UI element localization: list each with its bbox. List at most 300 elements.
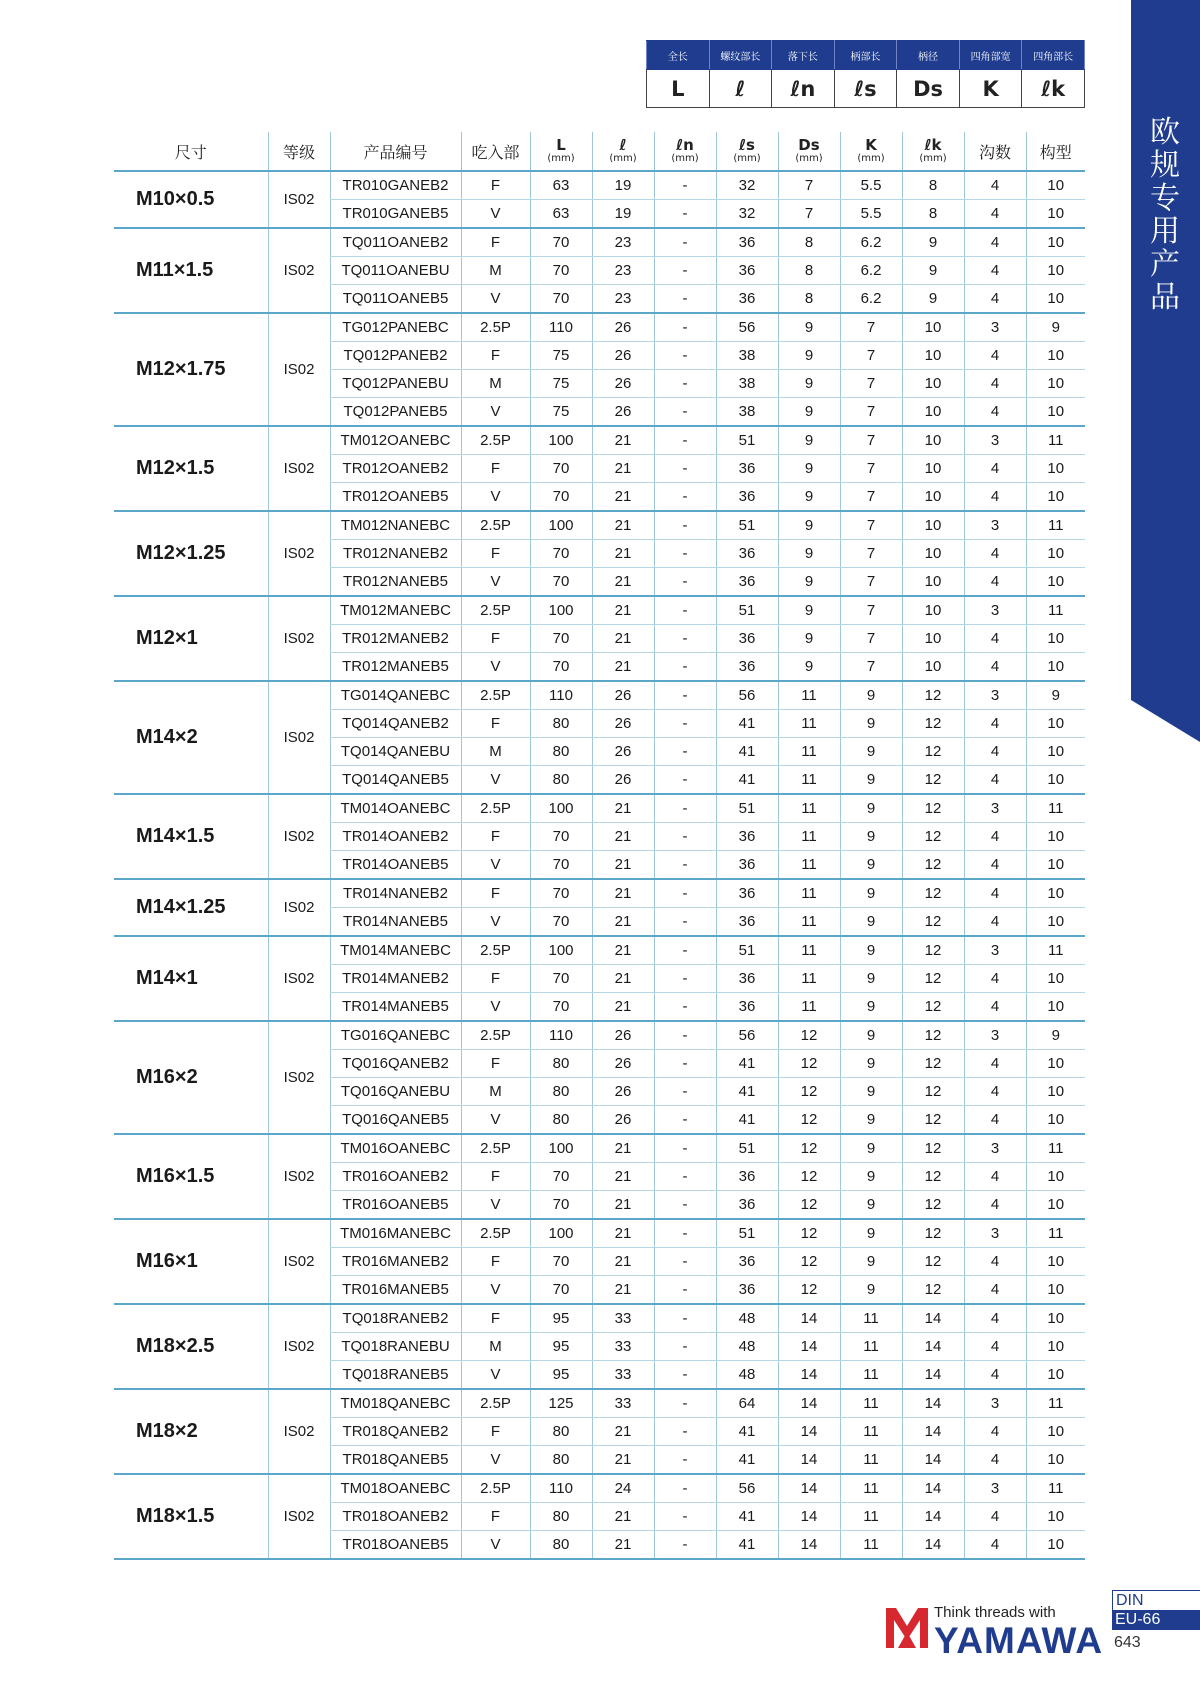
cell-chamfer: 2.5P	[461, 936, 530, 965]
cell-l: 70	[530, 1163, 592, 1191]
cell-ln: -	[654, 1191, 716, 1220]
cell-k: 9	[840, 1106, 902, 1135]
cell-l: 125	[530, 1389, 592, 1418]
table-row	[114, 228, 1085, 257]
cell-ln: -	[654, 171, 716, 200]
cell-ls: 48	[716, 1304, 778, 1333]
cell-chamfer: V	[461, 1191, 530, 1220]
cell-ln: -	[654, 285, 716, 314]
cell-k: 11	[840, 1304, 902, 1333]
cell-flutes: 3	[964, 313, 1026, 342]
cell-l: 21	[592, 1134, 654, 1163]
cell-lk: 14	[902, 1361, 964, 1390]
cell-ls: 36	[716, 455, 778, 483]
cell-k: 7	[840, 540, 902, 568]
cell-code: TM012OANEBC	[330, 426, 461, 455]
cell-ds: 12	[778, 1191, 840, 1220]
cell-flutes: 4	[964, 625, 1026, 653]
cell-ds: 9	[778, 653, 840, 682]
cell-flutes: 3	[964, 1219, 1026, 1248]
header-unit: (mm)	[671, 153, 699, 164]
cell-k: 7	[840, 568, 902, 597]
cell-code: TQ011OANEB2	[330, 228, 461, 257]
cell-ls: 56	[716, 681, 778, 710]
cell-l: 70	[530, 540, 592, 568]
cell-ln: -	[654, 1531, 716, 1560]
cell-chamfer: V	[461, 1106, 530, 1135]
cell-flutes: 3	[964, 1021, 1026, 1050]
legend-symbol: L	[647, 70, 710, 108]
cell-code: TM014MANEBC	[330, 936, 461, 965]
cell-ls: 51	[716, 426, 778, 455]
cell-l: 24	[592, 1474, 654, 1503]
cell-l: 70	[530, 653, 592, 682]
cell-k: 7	[840, 511, 902, 540]
cell-code: TR012NANEB5	[330, 568, 461, 597]
cell-type: 10	[1026, 1106, 1085, 1135]
cell-flutes: 4	[964, 1276, 1026, 1305]
header-unit: (mm)	[733, 153, 761, 164]
legend-label: 四角部宽	[959, 41, 1022, 70]
thread-size-cell: M18×2.5	[114, 1304, 268, 1389]
cell-l: 21	[592, 879, 654, 908]
cell-l: 70	[530, 1276, 592, 1305]
cell-ls: 36	[716, 625, 778, 653]
cell-ln: -	[654, 1276, 716, 1305]
cell-ds: 9	[778, 426, 840, 455]
cell-chamfer: F	[461, 823, 530, 851]
cell-ds: 11	[778, 766, 840, 795]
cell-ds: 14	[778, 1418, 840, 1446]
thread-size-cell: M12×1.25	[114, 511, 268, 596]
cell-lk: 12	[902, 1276, 964, 1305]
cell-chamfer: F	[461, 1418, 530, 1446]
cell-k: 5.5	[840, 200, 902, 229]
cell-code: TQ011OANEB5	[330, 285, 461, 314]
cell-type: 10	[1026, 1503, 1085, 1531]
cell-ds: 9	[778, 568, 840, 597]
cell-k: 9	[840, 879, 902, 908]
cell-ls: 36	[716, 879, 778, 908]
header-size: 尺寸	[114, 132, 268, 171]
header-type: 构型	[1026, 132, 1085, 171]
cell-flutes: 4	[964, 710, 1026, 738]
cell-code: TQ012PANEBU	[330, 370, 461, 398]
cell-flutes: 3	[964, 794, 1026, 823]
cell-ds: 7	[778, 200, 840, 229]
cell-ln: -	[654, 710, 716, 738]
cell-l: 95	[530, 1361, 592, 1390]
cell-lk: 10	[902, 483, 964, 512]
cell-k: 6.2	[840, 257, 902, 285]
cell-l: 80	[530, 1418, 592, 1446]
cell-ds: 12	[778, 1276, 840, 1305]
cell-ls: 51	[716, 1219, 778, 1248]
legend-label: 四角部长	[1022, 41, 1085, 70]
cell-k: 7	[840, 370, 902, 398]
thread-size-cell: M16×1.5	[114, 1134, 268, 1219]
cell-flutes: 3	[964, 596, 1026, 625]
table-row	[114, 1389, 1085, 1418]
cell-code: TM014OANEBC	[330, 794, 461, 823]
table-row	[114, 596, 1085, 625]
cell-ls: 36	[716, 1191, 778, 1220]
cell-code: TR010GANEB5	[330, 200, 461, 229]
cell-type: 10	[1026, 1191, 1085, 1220]
table-body	[114, 171, 1085, 1559]
cell-type: 10	[1026, 1276, 1085, 1305]
cell-l: 33	[592, 1333, 654, 1361]
cell-l: 70	[530, 455, 592, 483]
cell-ds: 12	[778, 1106, 840, 1135]
cell-ln: -	[654, 1304, 716, 1333]
cell-l: 70	[530, 879, 592, 908]
cell-code: TR012OANEB5	[330, 483, 461, 512]
cell-l: 21	[592, 1446, 654, 1475]
cell-type: 10	[1026, 171, 1085, 200]
cell-l: 21	[592, 908, 654, 937]
cell-l: 70	[530, 625, 592, 653]
cell-k: 9	[840, 851, 902, 880]
cell-ln: -	[654, 1361, 716, 1390]
header-unit: (mm)	[547, 153, 575, 164]
cell-type: 10	[1026, 1304, 1085, 1333]
cell-chamfer: M	[461, 370, 530, 398]
legend-label: 柄径	[897, 41, 960, 70]
table-row	[114, 936, 1085, 965]
cell-l: 100	[530, 596, 592, 625]
table-row	[114, 313, 1085, 342]
cell-ls: 51	[716, 596, 778, 625]
cell-ls: 36	[716, 993, 778, 1022]
cell-lk: 12	[902, 766, 964, 795]
cell-chamfer: 2.5P	[461, 313, 530, 342]
cell-l: 70	[530, 1248, 592, 1276]
cell-ln: -	[654, 228, 716, 257]
cell-k: 6.2	[840, 285, 902, 314]
cell-ls: 51	[716, 1134, 778, 1163]
cell-flutes: 4	[964, 200, 1026, 229]
table-row	[114, 426, 1085, 455]
cell-flutes: 4	[964, 1248, 1026, 1276]
cell-ls: 41	[716, 1531, 778, 1560]
grade-cell: IS02	[268, 1304, 330, 1389]
cell-l: 26	[592, 1050, 654, 1078]
cell-chamfer: 2.5P	[461, 794, 530, 823]
cell-chamfer: V	[461, 1361, 530, 1390]
cell-ls: 41	[716, 1418, 778, 1446]
cell-l: 80	[530, 766, 592, 795]
cell-lk: 12	[902, 738, 964, 766]
cell-ds: 14	[778, 1503, 840, 1531]
grade-cell: IS02	[268, 936, 330, 1021]
cell-lk: 8	[902, 200, 964, 229]
grade-cell: IS02	[268, 1474, 330, 1559]
cell-l: 33	[592, 1389, 654, 1418]
cell-flutes: 4	[964, 993, 1026, 1022]
table-row	[114, 1021, 1085, 1050]
cell-ds: 12	[778, 1050, 840, 1078]
cell-flutes: 4	[964, 1050, 1026, 1078]
cell-lk: 10	[902, 596, 964, 625]
cell-ls: 38	[716, 370, 778, 398]
cell-k: 7	[840, 625, 902, 653]
cell-chamfer: V	[461, 483, 530, 512]
cell-ls: 51	[716, 936, 778, 965]
cell-l: 75	[530, 370, 592, 398]
cell-k: 7	[840, 398, 902, 427]
cell-lk: 12	[902, 1219, 964, 1248]
legend-symbol: ℓk	[1022, 70, 1085, 108]
cell-code: TR012MANEB2	[330, 625, 461, 653]
legend-symbol: K	[959, 70, 1022, 108]
cell-type: 10	[1026, 625, 1085, 653]
cell-l: 75	[530, 342, 592, 370]
cell-lk: 10	[902, 625, 964, 653]
cell-flutes: 3	[964, 1134, 1026, 1163]
header-ln	[654, 132, 716, 171]
cell-ln: -	[654, 1219, 716, 1248]
cell-code: TR018QANEB5	[330, 1446, 461, 1475]
cell-k: 7	[840, 596, 902, 625]
cell-flutes: 4	[964, 455, 1026, 483]
brand-tagline: Think threads with	[934, 1604, 1056, 1621]
cell-l: 21	[592, 1531, 654, 1560]
cell-code: TM018OANEBC	[330, 1474, 461, 1503]
grade-cell: IS02	[268, 596, 330, 681]
cell-k: 11	[840, 1333, 902, 1361]
cell-l: 26	[592, 1078, 654, 1106]
cell-l: 21	[592, 794, 654, 823]
cell-l: 26	[592, 370, 654, 398]
cell-ls: 38	[716, 398, 778, 427]
legend-label: 落下长	[772, 41, 835, 70]
cell-ds: 8	[778, 285, 840, 314]
cell-k: 7	[840, 313, 902, 342]
cell-chamfer: V	[461, 851, 530, 880]
cell-l: 21	[592, 653, 654, 682]
cell-ds: 11	[778, 965, 840, 993]
cell-l: 21	[592, 483, 654, 512]
cell-lk: 10	[902, 540, 964, 568]
cell-type: 10	[1026, 568, 1085, 597]
cell-ls: 41	[716, 1106, 778, 1135]
thread-size-cell: M12×1.75	[114, 313, 268, 426]
cell-chamfer: F	[461, 1050, 530, 1078]
cell-lk: 9	[902, 257, 964, 285]
thread-size-cell: M14×1	[114, 936, 268, 1021]
cell-l: 21	[592, 455, 654, 483]
cell-lk: 14	[902, 1474, 964, 1503]
cell-chamfer: V	[461, 398, 530, 427]
cell-lk: 12	[902, 908, 964, 937]
cell-ds: 14	[778, 1446, 840, 1475]
cell-ln: -	[654, 1389, 716, 1418]
cell-ln: -	[654, 1446, 716, 1475]
cell-k: 7	[840, 342, 902, 370]
cell-ds: 9	[778, 511, 840, 540]
cell-flutes: 4	[964, 766, 1026, 795]
cell-l: 33	[592, 1304, 654, 1333]
brand-name: YAMAWA	[934, 1620, 1104, 1661]
grade-cell: IS02	[268, 313, 330, 426]
cell-flutes: 4	[964, 228, 1026, 257]
cell-lk: 10	[902, 313, 964, 342]
cell-l: 70	[530, 823, 592, 851]
table-row	[114, 1219, 1085, 1248]
legend-label: 螺纹部长	[709, 41, 772, 70]
cell-type: 11	[1026, 511, 1085, 540]
cell-type: 10	[1026, 398, 1085, 427]
cell-l: 95	[530, 1333, 592, 1361]
section-side-tab-label: 欧规专用产品	[1150, 115, 1180, 315]
cell-l: 26	[592, 681, 654, 710]
cell-flutes: 4	[964, 568, 1026, 597]
table-row	[114, 794, 1085, 823]
cell-flutes: 4	[964, 1361, 1026, 1390]
cell-lk: 10	[902, 370, 964, 398]
cell-type: 10	[1026, 1163, 1085, 1191]
cell-l: 110	[530, 313, 592, 342]
cell-k: 9	[840, 1163, 902, 1191]
cell-type: 11	[1026, 1389, 1085, 1418]
cell-ds: 11	[778, 738, 840, 766]
cell-chamfer: F	[461, 171, 530, 200]
cell-type: 10	[1026, 483, 1085, 512]
section-side-tab	[1131, 0, 1200, 742]
cell-ln: -	[654, 483, 716, 512]
cell-ls: 64	[716, 1389, 778, 1418]
cell-flutes: 3	[964, 511, 1026, 540]
cell-lk: 14	[902, 1304, 964, 1333]
cell-k: 11	[840, 1474, 902, 1503]
cell-ls: 51	[716, 794, 778, 823]
cell-lk: 14	[902, 1531, 964, 1560]
cell-l: 80	[530, 738, 592, 766]
standard-badge: DIN	[1112, 1590, 1200, 1610]
cell-chamfer: M	[461, 1333, 530, 1361]
cell-code: TQ018RANEB2	[330, 1304, 461, 1333]
cell-code: TR014OANEB5	[330, 851, 461, 880]
cell-l: 21	[592, 1248, 654, 1276]
cell-ds: 9	[778, 370, 840, 398]
cell-type: 10	[1026, 455, 1085, 483]
cell-lk: 14	[902, 1446, 964, 1475]
cell-ls: 41	[716, 1446, 778, 1475]
cell-type: 10	[1026, 908, 1085, 937]
product-table	[114, 132, 1085, 1560]
cell-l: 80	[530, 1531, 592, 1560]
thread-size-cell: M12×1	[114, 596, 268, 681]
cell-l: 21	[592, 993, 654, 1022]
legend-symbol: ℓn	[772, 70, 835, 108]
header-L	[530, 132, 592, 171]
cell-l: 21	[592, 596, 654, 625]
cell-ls: 56	[716, 1021, 778, 1050]
cell-ds: 9	[778, 596, 840, 625]
table-row	[114, 681, 1085, 710]
cell-code: TQ012PANEB2	[330, 342, 461, 370]
cell-l: 26	[592, 710, 654, 738]
cell-chamfer: F	[461, 455, 530, 483]
cell-flutes: 4	[964, 879, 1026, 908]
cell-chamfer: M	[461, 257, 530, 285]
cell-code: TR016MANEB2	[330, 1248, 461, 1276]
cell-l: 21	[592, 568, 654, 597]
cell-type: 9	[1026, 681, 1085, 710]
header-symbol: L	[556, 136, 566, 154]
cell-type: 10	[1026, 257, 1085, 285]
cell-chamfer: V	[461, 908, 530, 937]
cell-flutes: 4	[964, 908, 1026, 937]
cell-k: 6.2	[840, 228, 902, 257]
cell-chamfer: F	[461, 710, 530, 738]
cell-k: 9	[840, 794, 902, 823]
cell-code: TR014NANEB5	[330, 908, 461, 937]
cell-flutes: 4	[964, 285, 1026, 314]
cell-lk: 12	[902, 1134, 964, 1163]
cell-lk: 14	[902, 1418, 964, 1446]
cell-k: 11	[840, 1446, 902, 1475]
cell-chamfer: M	[461, 1078, 530, 1106]
cell-l: 95	[530, 1304, 592, 1333]
legend-symbols-row	[647, 70, 1085, 108]
table-row	[114, 511, 1085, 540]
cell-l: 100	[530, 936, 592, 965]
cell-flutes: 4	[964, 1078, 1026, 1106]
cell-k: 9	[840, 1134, 902, 1163]
header-unit: (mm)	[857, 153, 885, 164]
header-symbol: ℓk	[924, 136, 942, 154]
cell-k: 5.5	[840, 171, 902, 200]
header-Ds	[778, 132, 840, 171]
grade-cell: IS02	[268, 1134, 330, 1219]
cell-code: TR014OANEB2	[330, 823, 461, 851]
cell-lk: 12	[902, 1050, 964, 1078]
cell-type: 11	[1026, 1219, 1085, 1248]
cell-type: 10	[1026, 653, 1085, 682]
cell-k: 9	[840, 965, 902, 993]
cell-ds: 11	[778, 681, 840, 710]
cell-ds: 12	[778, 1219, 840, 1248]
cell-ls: 36	[716, 228, 778, 257]
cell-ds: 7	[778, 171, 840, 200]
cell-ds: 9	[778, 342, 840, 370]
cell-chamfer: 2.5P	[461, 1021, 530, 1050]
cell-chamfer: F	[461, 342, 530, 370]
cell-l: 21	[592, 1219, 654, 1248]
header-unit: (mm)	[795, 153, 823, 164]
cell-l: 80	[530, 710, 592, 738]
header-l	[592, 132, 654, 171]
cell-code: TG016QANEBC	[330, 1021, 461, 1050]
cell-ln: -	[654, 879, 716, 908]
cell-ln: -	[654, 908, 716, 937]
cell-code: TQ012PANEB5	[330, 398, 461, 427]
cell-l: 21	[592, 511, 654, 540]
cell-code: TR012OANEB2	[330, 455, 461, 483]
cell-flutes: 4	[964, 738, 1026, 766]
cell-l: 19	[592, 200, 654, 229]
cell-flutes: 4	[964, 342, 1026, 370]
cell-k: 11	[840, 1389, 902, 1418]
cell-chamfer: V	[461, 1531, 530, 1560]
cell-ln: -	[654, 1021, 716, 1050]
cell-k: 9	[840, 823, 902, 851]
cell-ls: 56	[716, 313, 778, 342]
cell-ln: -	[654, 313, 716, 342]
cell-lk: 9	[902, 285, 964, 314]
